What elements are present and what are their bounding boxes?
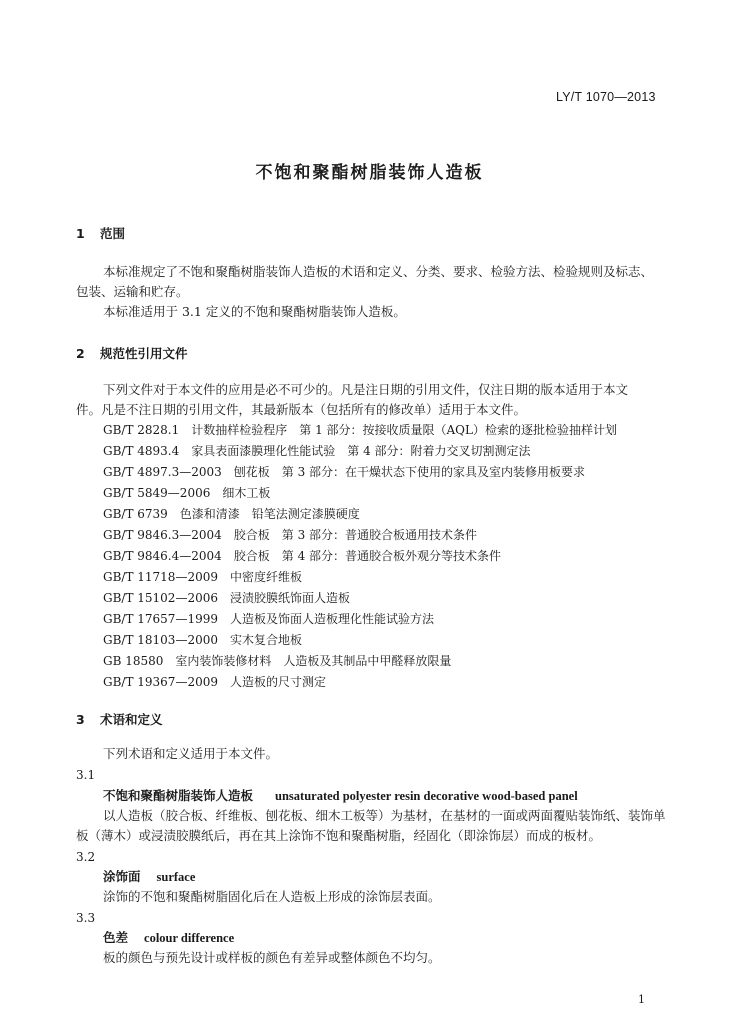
section-title: 术语和定义 bbox=[100, 712, 163, 727]
paragraph: 件。凡是不注日期的引用文件，其最新版本（包括所有的修改单）适用于本文件。 bbox=[76, 402, 527, 417]
reference-item: GB/T 4897.3—2003 刨花板 第 3 部分：在干燥状态下使用的家具及室内装修用板要求 bbox=[103, 465, 586, 479]
term-chinese: 色差 bbox=[103, 930, 129, 945]
term-chinese: 涂饰面 bbox=[103, 869, 141, 884]
page-number: 1 bbox=[638, 993, 645, 1006]
reference-item: GB/T 9846.4—2004 胶合板 第 4 部分：普通胶合板外观分等技术条件 bbox=[103, 549, 502, 563]
section-number: 2 bbox=[76, 346, 85, 361]
term-heading bbox=[103, 786, 578, 806]
reference-item: GB/T 2828.1 计数抽样检验程序 第 1 部分：按接收质量限（AQL）检索的逐批检验抽样计划 bbox=[103, 423, 617, 437]
reference-item: GB/T 18103—2000 实木复合地板 bbox=[103, 633, 302, 647]
section-2-heading bbox=[76, 344, 188, 362]
reference-item: GB/T 15102—2006 浸渍胶膜纸饰面人造板 bbox=[103, 591, 350, 605]
standard-code: LY/T 1070—2013 bbox=[556, 90, 656, 104]
term-english: unsaturated polyester resin decorative wood-based panel bbox=[275, 789, 578, 803]
paragraph: 本标准适用于 3.1 定义的不饱和聚酯树脂装饰人造板。 bbox=[103, 304, 406, 319]
term-number: 3.1 bbox=[76, 768, 96, 782]
document-title: 不饱和聚酯树脂装饰人造板 bbox=[255, 163, 484, 183]
paragraph: 本标准规定了不饱和聚酯树脂装饰人造板的术语和定义、分类、要求、检验方法、检验规则及标志、 bbox=[103, 264, 654, 279]
paragraph: 下列术语和定义适用于本文件。 bbox=[103, 746, 279, 761]
term-english: surface bbox=[156, 870, 196, 884]
reference-item: GB/T 11718—2009 中密度纤维板 bbox=[103, 570, 302, 584]
section-1-heading bbox=[76, 224, 125, 242]
reference-item: GB/T 4893.4 家具表面漆膜理化性能试验 第 4 部分：附着力交叉切割测定法 bbox=[103, 444, 531, 458]
term-definition: 板的颜色与预先设计或样板的颜色有差异或整体颜色不均匀。 bbox=[103, 950, 441, 965]
term-heading bbox=[103, 928, 234, 948]
term-definition: 以人造板（胶合板、纤维板、刨花板、细木工板等）为基材，在基材的一面或两面覆贴装饰纸、装饰单 bbox=[103, 808, 666, 823]
section-number: 1 bbox=[76, 226, 85, 241]
term-number: 3.3 bbox=[76, 911, 96, 925]
reference-item: GB/T 5849—2006 细木工板 bbox=[103, 486, 271, 500]
section-title: 规范性引用文件 bbox=[100, 346, 188, 361]
term-heading bbox=[103, 867, 195, 887]
reference-item: GB/T 6739 色漆和清漆 铅笔法测定漆膜硬度 bbox=[103, 507, 360, 521]
reference-item: GB/T 9846.3—2004 胶合板 第 3 部分：普通胶合板通用技术条件 bbox=[103, 528, 478, 542]
section-3-heading bbox=[76, 710, 163, 728]
section-number: 3 bbox=[76, 712, 85, 727]
section-title: 范围 bbox=[100, 226, 126, 241]
term-definition: 板（薄木）或浸渍胶膜纸后，再在其上涂饰不饱和聚酯树脂，经固化（即涂饰层）而成的板材。 bbox=[76, 828, 602, 843]
term-definition: 涂饰的不饱和聚酯树脂固化后在人造板上形成的涂饰层表面。 bbox=[103, 889, 441, 904]
paragraph: 下列文件对于本文件的应用是必不可少的。凡是注日期的引用文件，仅注日期的版本适用于本文 bbox=[103, 382, 629, 397]
term-english: colour difference bbox=[144, 931, 235, 945]
reference-item: GB 18580 室内装饰装修材料 人造板及其制品中甲醛释放限量 bbox=[103, 654, 452, 668]
reference-item: GB/T 19367—2009 人造板的尺寸测定 bbox=[103, 675, 326, 689]
term-number: 3.2 bbox=[76, 850, 96, 864]
reference-item: GB/T 17657—1999 人造板及饰面人造板理化性能试验方法 bbox=[103, 612, 434, 626]
paragraph: 包装、运输和贮存。 bbox=[76, 284, 189, 299]
term-chinese: 不饱和聚酯树脂装饰人造板 bbox=[103, 788, 254, 803]
